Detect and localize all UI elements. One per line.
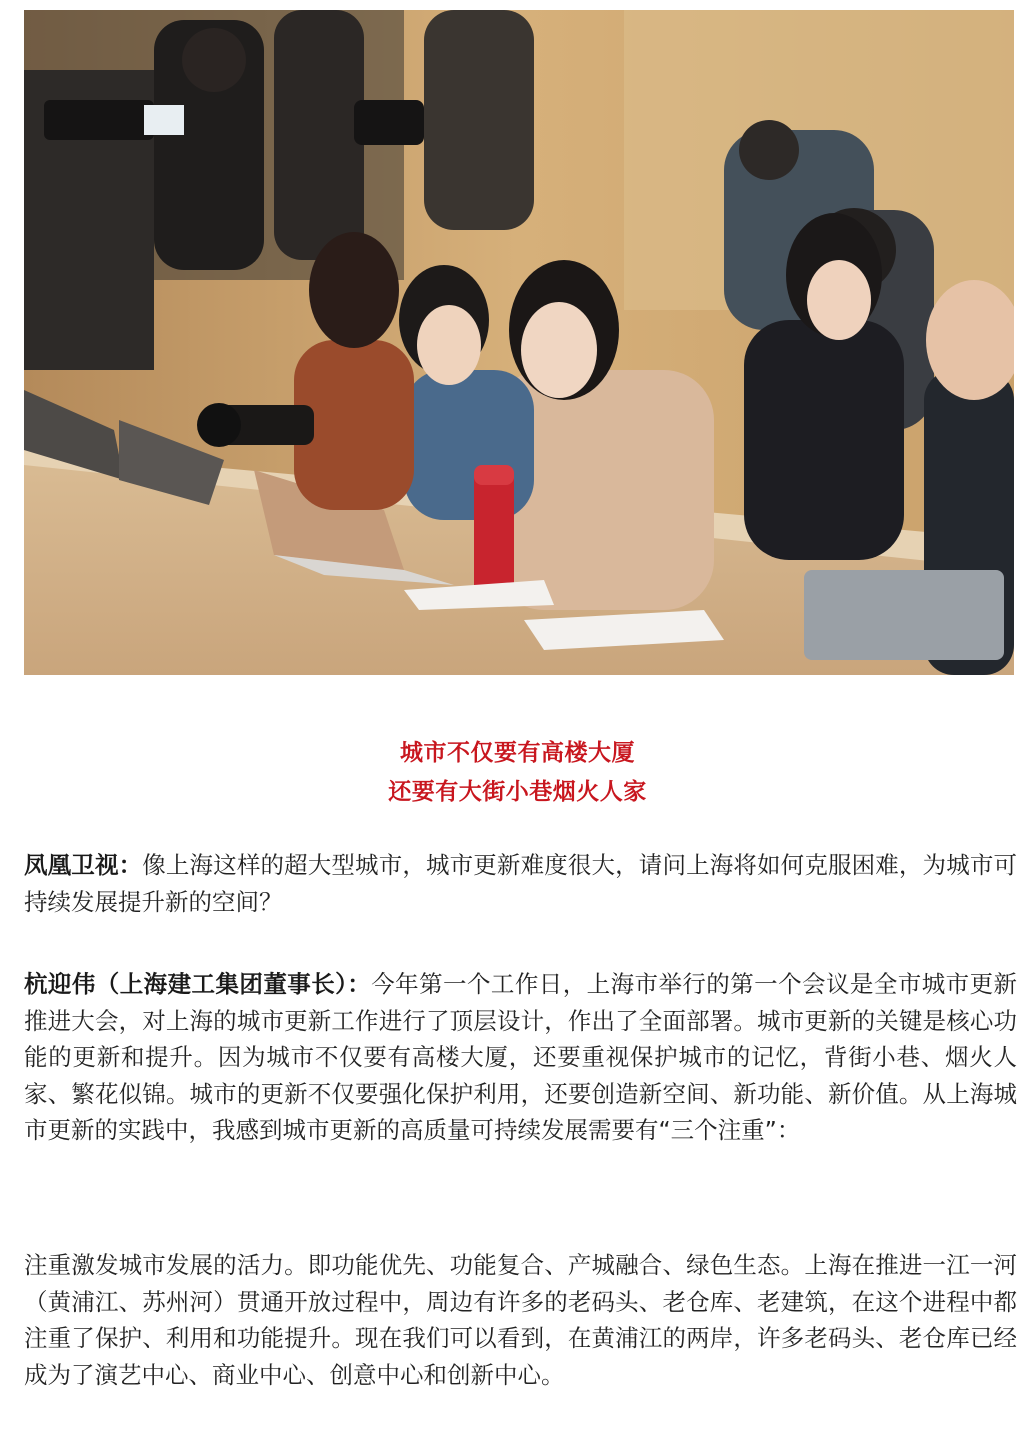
paragraph-text: 今年第一个工作日，上海市举行的第一个会议是全市城市更新推进大会，对上海的城市更新工作进行了顶层设计，作出了全面部署。城市更新的关键是核心功能的更新和提升。因为城市不仅要有高楼大厦，还要重视保护城市的记忆，背街小巷、烟火人家、繁花似锦。城市的更新不仅要强化保护利用，还要创造新空间、新功能、新价值。从上海城市更新的实践中，我感到城市更新的高质量可持续发展需要有“三个注重”： [24, 970, 1018, 1144]
paragraph-question [24, 847, 1017, 920]
speaker-label: 杭迎伟（上海建工集团董事长）： [24, 970, 372, 998]
paragraph-text: 像上海这样的超大型城市，城市更新难度很大，请问上海将如何克服困难，为城市可持续发展提升新的空间？ [24, 851, 1018, 916]
paragraph-point-1 [24, 1247, 1017, 1393]
press-conference-photo [24, 10, 1014, 675]
paragraph-answer [24, 966, 1017, 1149]
headline-line-2: 还要有大街小巷烟火人家 [388, 779, 647, 805]
speaker-label: 凤凰卫视： [24, 851, 143, 879]
paragraph-text: 注重激发城市发展的活力。即功能优先、功能复合、产城融合、绿色生态。上海在推进一江一河（黄浦江、苏州河）贯通开放过程中，周边有许多的老码头、老仓库、老建筑，在这个进程中都注重了保护、利用和功能提升。现在我们可以看到，在黄浦江的两岸，许多老码头、老仓库已经成为了演艺中心、商业中心、创意中心和创新中心。 [24, 1251, 1017, 1389]
headline-line-1: 城市不仅要有高楼大厦 [400, 740, 635, 766]
